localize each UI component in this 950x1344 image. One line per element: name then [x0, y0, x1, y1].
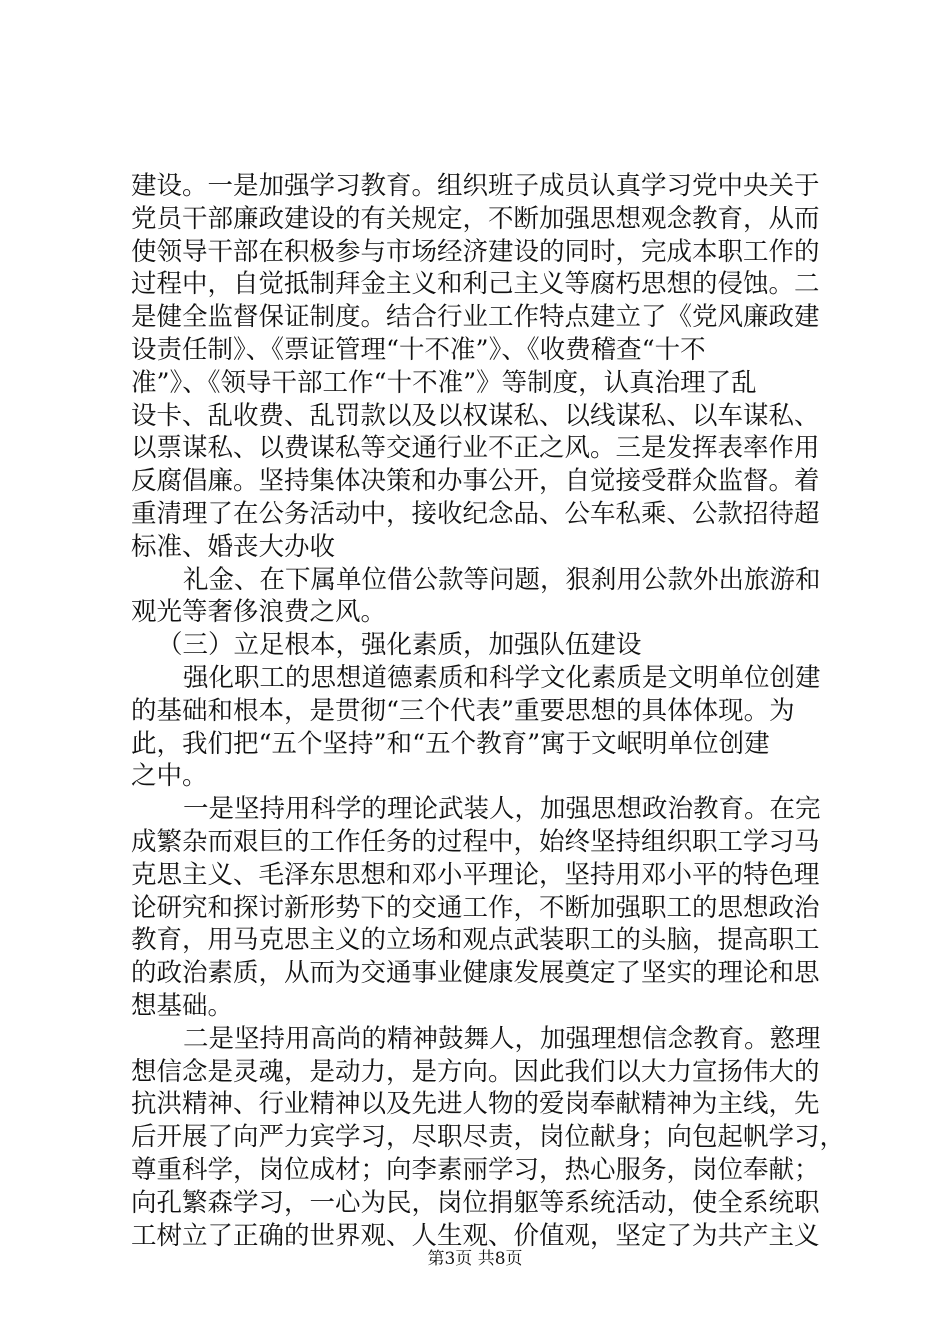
- text-line: 重清理了在公务活动中，接收纪念品、公车私乘、公款招待超: [131, 498, 820, 529]
- page-footer: 第3页 共8页: [427, 1249, 523, 1269]
- text-line: 尊重科学，岗位成材；向李素丽学习，热心服务，岗位奉献；: [131, 1154, 820, 1185]
- text-line: 建设。一是加强学习教育。组织班子成员认真学习党中央关于: [131, 171, 820, 201]
- text-line: 教育，用马克思主义的立场和观点武装职工的头脑，提高职工: [131, 925, 820, 956]
- text-line: 标准、婚丧大办收: [131, 531, 336, 562]
- text-line: 的政治素质，从而为交通事业健康发展奠定了坚实的理论和思: [131, 958, 820, 989]
- body-text: [131, 170, 846, 1252]
- text-line: 以票谋私、以费谋私等交通行业不正之风。三是发挥表率作用: [131, 433, 820, 464]
- text-line: 成繁杂而艰巨的工作任务的过程中，始终坚持组织职工学习马: [131, 826, 820, 857]
- text-line: 党员干部廉政建设的有关规定，不断加强思想观念教育，从而: [131, 203, 820, 234]
- section-heading: （三）立足根本，强化素质，加强队伍建设: [157, 630, 642, 661]
- text-line: 的基础和根本，是贯彻“三个代表”重要思想的具体体现。为: [131, 695, 795, 726]
- text-line: 设责任制》、《票证管理“十不准”》、《收费稽查“十不: [131, 334, 706, 365]
- text-line: 抗洪精神、行业精神以及先进人物的爱岗奉献精神为主线，先: [131, 1089, 820, 1120]
- text-line: 强化职工的思想道德素质和科学文化素质是文明单位创建: [183, 662, 821, 693]
- text-line: 反腐倡廉。坚持集体决策和办事公开，自觉接受群众监督。着: [131, 466, 820, 497]
- text-line: 设卡、乱收费、乱罚款以及以权谋私、以线谋私、以车谋私、: [131, 400, 820, 431]
- text-line: 礼金、在下属单位借公款等问题，狠刹用公款外出旅游和: [183, 564, 821, 595]
- text-line: 使领导干部在积极参与市场经济建设的同时，完成本职工作的: [131, 236, 820, 267]
- text-line: 想基础。: [131, 990, 234, 1021]
- text-line: 此，我们把“五个坚持”和“五个教育”寓于文岷明单位创建: [131, 728, 770, 759]
- text-line: 想信念是灵魂，是动力，是方向。因此我们以大力宣扬伟大的: [131, 1056, 820, 1087]
- text-line: 是健全监督保证制度。结合行业工作特点建立了《党风廉政建: [131, 302, 820, 333]
- text-line: 准”》、《领导干部工作“十不准”》等制度，认真治理了乱: [131, 367, 757, 398]
- text-line: 后开展了向严力宾学习，尽职尽责，岗位献身；向包起帆学习，: [131, 1122, 846, 1153]
- text-line: 克思主义、毛泽东思想和邓小平理论，坚持用邓小平的特色理: [131, 859, 820, 890]
- text-line: 之中。: [131, 761, 208, 792]
- text-line: 观光等奢侈浪费之风。: [131, 597, 387, 628]
- text-line: 向孔繁森学习，一心为民，岗位捐躯等系统活动，使全系统职: [131, 1187, 820, 1218]
- text-line: 一是坚持用科学的理论武装人，加强思想政治教育。在完: [183, 794, 821, 825]
- text-line: 过程中，自觉抵制拜金主义和利己主义等腐朽思想的侵蚀。二: [131, 269, 820, 300]
- text-line: 二是坚持用高尚的精神鼓舞人，加强理想信念教育。憝理: [183, 1023, 821, 1054]
- text-line: 工树立了正确的世界观、人生观、价值观，坚定了为共产主义: [131, 1220, 820, 1251]
- text-line: 论研究和探讨新形势下的交通工作，不断加强职工的思想政治: [131, 892, 820, 923]
